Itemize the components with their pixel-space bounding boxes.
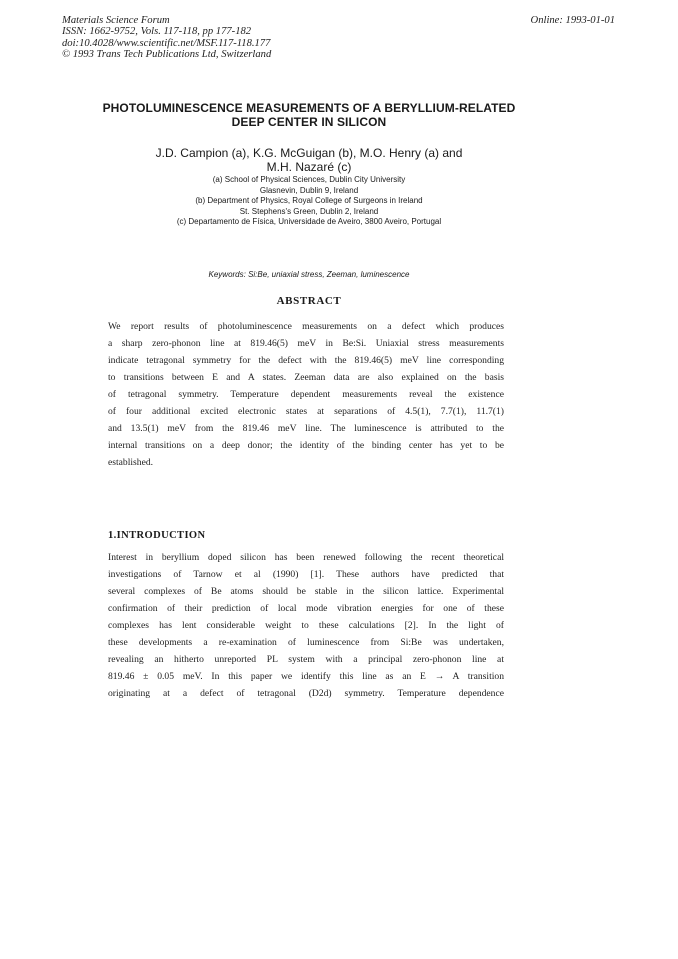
journal-header bbox=[62, 15, 482, 61]
introduction-line: originating at a defect of tetragonal (D2d) symmetry. Temperature dependence bbox=[108, 688, 504, 699]
affiliation-line: St. Stephens's Green, Dublin 2, Ireland bbox=[239, 206, 379, 216]
introduction-line: complexes has lent considerable weight to these calculations [2]. In the light of bbox=[108, 620, 504, 631]
abstract-line: indicate tetragonal symmetry for the defect with the 819.46(5) meV line corresponding bbox=[108, 355, 504, 366]
copyright-line: © 1993 Trans Tech Publications Ltd, Switzerland bbox=[62, 49, 272, 61]
abstract-line: internal transitions on a deep donor; the identity of the binding center has yet to be bbox=[108, 440, 504, 451]
doi-line[interactable]: doi:10.4028/www.scientific.net/MSF.117-118.177 bbox=[62, 37, 271, 49]
affiliation-line: (b) Department of Physics, Royal College of Surgeons in Ireland bbox=[195, 196, 423, 206]
introduction-line: confirmation of their prediction of local mode vibration energies for one of these bbox=[108, 603, 504, 614]
author-line: M.H. Nazaré (c) bbox=[266, 159, 352, 174]
introduction-body bbox=[108, 549, 504, 702]
introduction-heading: 1.INTRODUCTION bbox=[108, 530, 206, 541]
affiliation-line: (a) School of Physical Sciences, Dublin City University bbox=[212, 175, 406, 184]
abstract-line: and 13.5(1) meV from the 819.46 meV line. The luminescence is attributed to the bbox=[108, 423, 504, 434]
introduction-line: revealing an hitherto unreported PL system with a principal zero-phonon line at bbox=[108, 654, 504, 665]
introduction-line: these developments a re-examination of luminescence from Si:Be was undertaken, bbox=[108, 637, 504, 648]
abstract-line: a sharp zero-phonon line at 819.46(5) meV in Be:Si. Uniaxial stress measurements bbox=[108, 338, 504, 349]
introduction-line: several complexes of Be atoms should be stable in the silicon lattice. Experimental bbox=[108, 586, 504, 597]
affiliation-line: Glasnevin, Dublin 9, Ireland bbox=[259, 185, 359, 195]
paper-title bbox=[60, 101, 558, 129]
author-list bbox=[60, 147, 558, 174]
online-date: Online: 1993-01-01 bbox=[530, 15, 615, 26]
abstract-line: of tetragonal symmetry. Temperature dependent measurements reveal the existence bbox=[108, 389, 504, 400]
title-line: PHOTOLUMINESCENCE MEASUREMENTS OF A BERYLLIUM-RELATED bbox=[102, 101, 516, 115]
introduction-line: 819.46 ± 0.05 meV. In this paper we identify this line as an E → A transition bbox=[108, 671, 504, 682]
affiliations bbox=[60, 175, 558, 228]
abstract-heading: ABSTRACT bbox=[276, 295, 342, 307]
abstract-line: We report results of photoluminescence measurements on a defect which produces bbox=[108, 321, 504, 332]
affiliation-line: (c) Departamento de Física, Universidade de Aveiro, 3800 Aveiro, Portugal bbox=[176, 217, 442, 227]
introduction-line: investigations of Tarnow et al (1990) [1]. These authors have predicted that bbox=[108, 569, 504, 580]
abstract-line: established. bbox=[108, 457, 154, 468]
abstract-body bbox=[108, 318, 504, 471]
introduction-line: Interest in beryllium doped silicon has been renewed following the recent theoretical bbox=[108, 552, 504, 563]
issn-line: ISSN: 1662-9752, Vols. 117-118, pp 177-182 bbox=[62, 26, 252, 38]
title-line: DEEP CENTER IN SILICON bbox=[231, 115, 387, 129]
abstract-line: to transitions between E and A states. Zeeman data are also explained on the basis bbox=[108, 372, 504, 383]
author-line: J.D. Campion (a), K.G. McGuigan (b), M.O. Henry (a) and bbox=[155, 146, 463, 160]
abstract-line: of four additional excited electronic states at separations of 4.5(1), 7.7(1), 11.7(1) bbox=[108, 406, 504, 417]
keywords: Keywords: Si:Be, uniaxial stress, Zeeman, luminescence bbox=[208, 270, 410, 279]
journal-name: Materials Science Forum bbox=[62, 15, 170, 26]
